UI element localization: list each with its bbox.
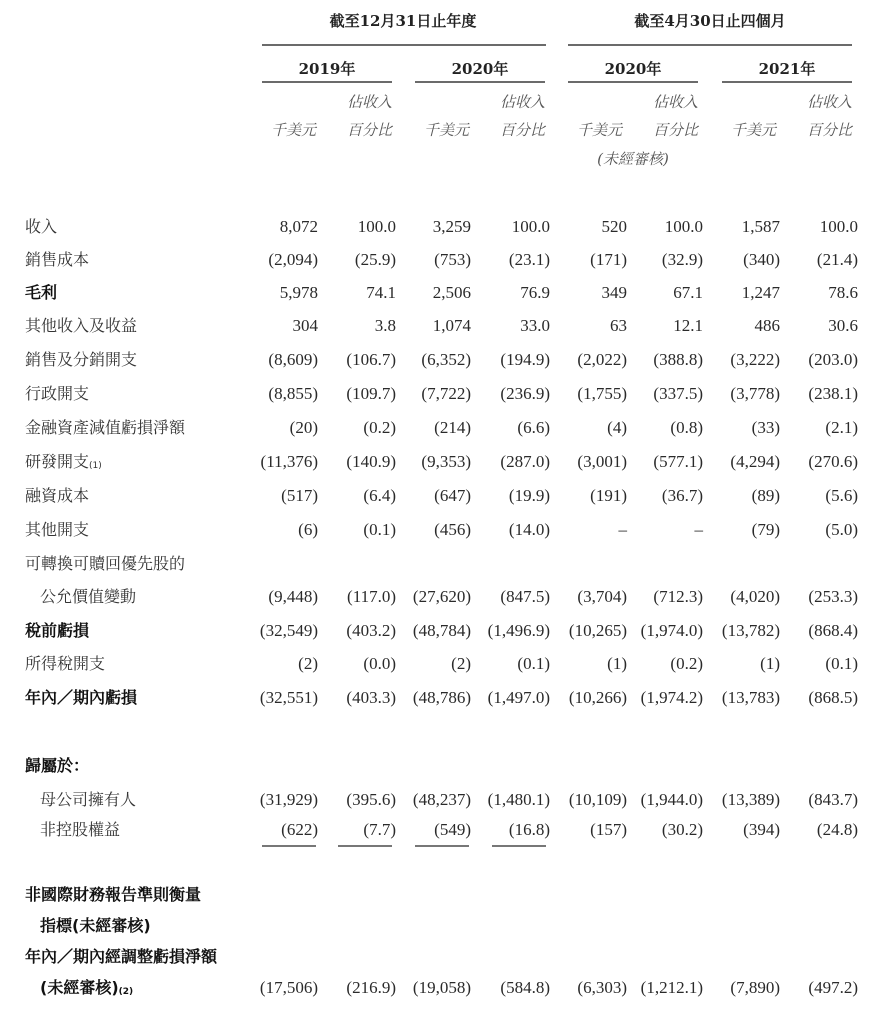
cell-usd: (9,353) (421, 452, 471, 471)
cell-usd: (19,058) (412, 978, 471, 997)
row-label (40, 785, 136, 815)
year-header-2019: 2019年 (298, 60, 356, 78)
cell-pct: (847.5) (500, 587, 550, 606)
cell-usd: (8,855) (268, 384, 318, 403)
cell-usd: (3,778) (730, 384, 780, 403)
row-label-text: 可轉換可贖回優先股的 (25, 554, 186, 573)
cell-pct: (577.1) (653, 452, 703, 471)
row-label-text: 收入 (25, 217, 58, 236)
cell-pct: (1,480.1) (487, 790, 550, 809)
cell-pct: (117.0) (347, 587, 396, 606)
cell-usd: (7,722) (421, 384, 471, 403)
cell-pct: (194.9) (500, 350, 550, 369)
table-row-fv-change-heading (0, 549, 876, 579)
cell-usd: (10,265) (568, 621, 627, 640)
cell-pct: (25.9) (354, 250, 396, 269)
cell-usd: (4,020) (730, 587, 780, 606)
cell-pct: (1,497.0) (487, 688, 550, 707)
cell-pct: 100.0 (357, 217, 396, 236)
cell-usd: (1) (760, 654, 780, 673)
cell-usd: (48,784) (412, 621, 471, 640)
cell-pct: (2.1) (825, 418, 858, 437)
cell-usd: (20) (289, 418, 318, 437)
cell-usd: (3,222) (730, 350, 780, 369)
table-row-admin-expenses (0, 379, 876, 409)
table-row-adjusted-net-loss (0, 973, 876, 1003)
cell-usd: (10,266) (568, 688, 627, 707)
table-row-non-controlling-interests (0, 815, 876, 845)
row-label-text: 銷售成本 (25, 250, 90, 269)
row-label-text: 指標(未經審核) (40, 916, 151, 935)
cell-pct: (395.6) (346, 790, 396, 809)
subtotal-underline (415, 845, 469, 847)
cell-pct: (140.9) (346, 452, 396, 471)
cell-pct: (6.6) (517, 418, 550, 437)
table-row-fv-change (0, 582, 876, 612)
cell-pct: (238.1) (808, 384, 858, 403)
row-label-text: (未經審核) (40, 978, 119, 997)
row-label-text: 金融資產減值虧損淨額 (25, 418, 186, 437)
cell-usd: (8,609) (268, 350, 318, 369)
year-rule (415, 81, 545, 83)
row-label (25, 278, 57, 308)
cell-pct: (21.4) (816, 250, 858, 269)
row-label (40, 815, 120, 845)
cell-usd: (3,001) (577, 452, 627, 471)
table-row-cost-of-sales (0, 245, 876, 275)
group-rule-fiscal-year (262, 44, 546, 46)
row-label (25, 447, 102, 477)
row-label (25, 616, 89, 646)
cell-usd: (9,448) (268, 587, 318, 606)
table-row-attributable-to (0, 751, 876, 781)
row-label (25, 413, 185, 443)
cell-usd: 1,074 (432, 316, 471, 335)
cell-usd: (27,620) (412, 587, 471, 606)
cell-usd: (3,704) (577, 587, 627, 606)
cell-usd: 1,247 (741, 283, 780, 302)
col-header-usd: 千美元 (270, 121, 316, 139)
cell-usd: (622) (281, 820, 318, 839)
cell-pct: (270.6) (808, 452, 858, 471)
cell-usd: (517) (281, 486, 318, 505)
cell-pct: (109.7) (346, 384, 396, 403)
table-row-loss-for-period (0, 683, 876, 713)
cell-pct: (712.3) (653, 587, 703, 606)
cell-pct: (1,974.0) (640, 621, 703, 640)
cell-usd: 63 (610, 316, 627, 335)
col-header-pct-line2: 百分比 (652, 121, 698, 139)
cell-pct: 33.0 (520, 316, 550, 335)
col-header-usd: 千美元 (576, 121, 622, 139)
row-label (40, 973, 133, 1003)
row-label (25, 751, 89, 781)
cell-pct: (32.9) (661, 250, 703, 269)
cell-pct: (16.8) (508, 820, 550, 839)
col-header-pct-line2: 百分比 (346, 121, 392, 139)
col-header-pct-line1: 佔收入 (499, 93, 545, 111)
row-label (25, 880, 201, 910)
cell-usd: (1,755) (577, 384, 627, 403)
cell-usd: (549) (434, 820, 471, 839)
cell-pct: 100.0 (511, 217, 550, 236)
year-header-2020-fy: 2020年 (451, 60, 509, 78)
row-label-text: 所得稅開支 (25, 654, 106, 673)
cell-usd: 2,506 (432, 283, 471, 302)
cell-usd: 5,978 (279, 283, 318, 302)
cell-usd: (11,376) (260, 452, 318, 471)
cell-usd: (394) (743, 820, 780, 839)
cell-pct: (0.1) (825, 654, 858, 673)
col-header-pct-line1: 佔收入 (346, 93, 392, 111)
row-label-text: 行政開支 (25, 384, 90, 403)
row-label-text: 研發開支 (25, 452, 90, 471)
row-label (25, 481, 89, 511)
row-label (25, 515, 89, 545)
cell-usd: (89) (751, 486, 780, 505)
cell-pct: (388.8) (653, 350, 703, 369)
cell-usd: (7,890) (730, 978, 780, 997)
cell-pct: – (694, 520, 703, 539)
subtotal-underline (492, 845, 546, 847)
cell-usd: (32,549) (259, 621, 318, 640)
year-rule (568, 81, 698, 83)
cell-pct: (14.0) (508, 520, 550, 539)
cell-pct: (5.6) (825, 486, 858, 505)
cell-usd: (340) (743, 250, 780, 269)
col-header-usd: 千美元 (730, 121, 776, 139)
cell-pct: (0.0) (363, 654, 396, 673)
col-header-pct (780, 88, 852, 144)
cell-pct: (1,212.1) (640, 978, 703, 997)
cell-pct: (0.1) (517, 654, 550, 673)
cell-usd: (753) (434, 250, 471, 269)
table-row-rd-expenses (0, 447, 876, 477)
cell-usd: (6) (298, 520, 318, 539)
cell-pct: 100.0 (664, 217, 703, 236)
cell-usd: 3,259 (432, 217, 471, 236)
cell-pct: 12.1 (673, 316, 703, 335)
table-row-finance-costs (0, 481, 876, 511)
subtotal-underline (262, 845, 316, 847)
cell-pct: (403.3) (346, 688, 396, 707)
row-label-text: 稅前虧損 (25, 621, 90, 640)
cell-pct: (5.0) (825, 520, 858, 539)
cell-usd: (10,109) (568, 790, 627, 809)
cell-pct: (236.9) (500, 384, 550, 403)
cell-pct: (30.2) (661, 820, 703, 839)
table-row-loss-before-tax (0, 616, 876, 646)
cell-pct: (403.2) (346, 621, 396, 640)
row-label (25, 549, 185, 579)
cell-usd: (2) (451, 654, 471, 673)
group-rule-four-months (568, 44, 852, 46)
subtotal-underline (338, 845, 392, 847)
cell-pct: (497.2) (808, 978, 858, 997)
row-label-text: 其他收入及收益 (25, 316, 138, 335)
cell-pct: (6.4) (363, 486, 396, 505)
cell-pct: (23.1) (508, 250, 550, 269)
cell-pct: (584.8) (500, 978, 550, 997)
year-rule (722, 81, 852, 83)
cell-pct: (106.7) (346, 350, 396, 369)
footnote-marker: (2) (118, 987, 134, 997)
footnote-marker: (1) (89, 461, 102, 471)
cell-pct: (0.2) (363, 418, 396, 437)
group-header-fiscal-year: 截至12月31日止年度 (329, 12, 477, 30)
cell-usd: (2,022) (577, 350, 627, 369)
table-row-other-income (0, 311, 876, 341)
row-label-text: 融資成本 (25, 486, 90, 505)
cell-pct: (868.4) (808, 621, 858, 640)
col-header-pct (320, 88, 392, 144)
cell-usd: (2) (298, 654, 318, 673)
cell-pct: (19.9) (508, 486, 550, 505)
cell-usd: (191) (590, 486, 627, 505)
cell-usd: (13,782) (721, 621, 780, 640)
cell-usd: (13,783) (721, 688, 780, 707)
year-header-2020-4m: 2020年 (604, 60, 662, 78)
cell-usd: 349 (601, 283, 627, 302)
cell-pct: (0.8) (670, 418, 703, 437)
cell-pct: 74.1 (366, 283, 396, 302)
cell-pct: (1,974.2) (640, 688, 703, 707)
cell-pct: 100.0 (819, 217, 858, 236)
row-label (25, 345, 137, 375)
col-header-pct-line2: 百分比 (806, 121, 852, 139)
table-row-non-ifrs-heading-2 (0, 911, 876, 941)
cell-pct: (7.7) (363, 820, 396, 839)
table-row-revenue (0, 212, 876, 242)
table-row-income-tax (0, 649, 876, 679)
cell-pct: (216.9) (346, 978, 396, 997)
cell-usd: 520 (601, 217, 627, 236)
cell-usd: (6,352) (421, 350, 471, 369)
row-label (40, 911, 151, 941)
row-label-text: 銷售及分銷開支 (25, 350, 138, 369)
cell-usd: 1,587 (741, 217, 780, 236)
cell-usd: (48,237) (412, 790, 471, 809)
unaudited-note: (未經審核) (597, 150, 669, 168)
cell-pct: (337.5) (653, 384, 703, 403)
cell-usd: 486 (754, 316, 780, 335)
cell-usd: (31,929) (259, 790, 318, 809)
cell-pct: (868.5) (808, 688, 858, 707)
col-header-usd: 千美元 (423, 121, 469, 139)
row-label-text: 年內／期內虧損 (25, 688, 138, 707)
table-row-adjusted-net-loss-heading (0, 942, 876, 972)
row-label (25, 942, 217, 972)
cell-usd: (157) (590, 820, 627, 839)
cell-pct: (843.7) (808, 790, 858, 809)
cell-usd: (79) (751, 520, 780, 539)
col-header-pct-line1: 佔收入 (652, 93, 698, 111)
cell-pct: (24.8) (816, 820, 858, 839)
cell-usd: – (618, 520, 627, 539)
row-label-text: 其他開支 (25, 520, 90, 539)
cell-usd: (33) (751, 418, 780, 437)
cell-pct: 30.6 (828, 316, 858, 335)
row-label (25, 212, 57, 242)
cell-pct: (1,944.0) (640, 790, 703, 809)
table-row-other-expenses (0, 515, 876, 545)
cell-usd: (13,389) (721, 790, 780, 809)
year-header-2021-4m: 2021年 (758, 60, 816, 78)
cell-usd: (2,094) (268, 250, 318, 269)
cell-usd: (6,303) (577, 978, 627, 997)
cell-usd: (4) (607, 418, 627, 437)
cell-usd: (1) (607, 654, 627, 673)
year-rule (262, 81, 392, 83)
col-header-pct-line1: 佔收入 (806, 93, 852, 111)
row-label-text: 母公司擁有人 (40, 790, 137, 809)
col-header-pct-line2: 百分比 (499, 121, 545, 139)
row-label (25, 649, 105, 679)
table-row-gross-profit (0, 278, 876, 308)
cell-pct: (253.3) (808, 587, 858, 606)
cell-usd: (647) (434, 486, 471, 505)
row-label-text: 非國際財務報告準則衡量 (25, 885, 202, 904)
table-row-selling-distribution-expenses (0, 345, 876, 375)
cell-usd: (4,294) (730, 452, 780, 471)
table-row-impairment-losses (0, 413, 876, 443)
row-label-text: 年內／期內經調整虧損淨額 (25, 947, 218, 966)
cell-usd: (456) (434, 520, 471, 539)
row-label (25, 683, 137, 713)
cell-usd: (48,786) (412, 688, 471, 707)
cell-usd: (17,506) (259, 978, 318, 997)
cell-usd: (214) (434, 418, 471, 437)
table-row-non-ifrs-heading (0, 880, 876, 910)
cell-pct: (203.0) (808, 350, 858, 369)
row-label-text: 非控股權益 (40, 820, 121, 839)
group-header-four-months: 截至4月30日止四個月 (634, 12, 786, 30)
cell-pct: (36.7) (661, 486, 703, 505)
cell-pct: 78.6 (828, 283, 858, 302)
cell-pct: 76.9 (520, 283, 550, 302)
cell-pct: (0.1) (363, 520, 396, 539)
cell-usd: (171) (590, 250, 627, 269)
col-header-pct (626, 88, 698, 144)
cell-pct: 3.8 (374, 316, 396, 335)
row-label (40, 582, 136, 612)
cell-pct: 67.1 (673, 283, 703, 302)
row-label (25, 379, 89, 409)
cell-usd: 304 (292, 316, 318, 335)
row-label-text: 毛利 (25, 283, 58, 302)
row-label (25, 245, 89, 275)
col-header-pct (473, 88, 545, 144)
cell-pct: (1,496.9) (487, 621, 550, 640)
cell-usd: (32,551) (259, 688, 318, 707)
row-label-text: 公允價值變動 (40, 587, 137, 606)
cell-pct: (0.2) (670, 654, 703, 673)
cell-usd: 8,072 (279, 217, 318, 236)
row-label-text: 歸屬於： (25, 756, 90, 775)
row-label (25, 311, 137, 341)
cell-pct: (287.0) (500, 452, 550, 471)
table-row-owners-of-parent (0, 785, 876, 815)
